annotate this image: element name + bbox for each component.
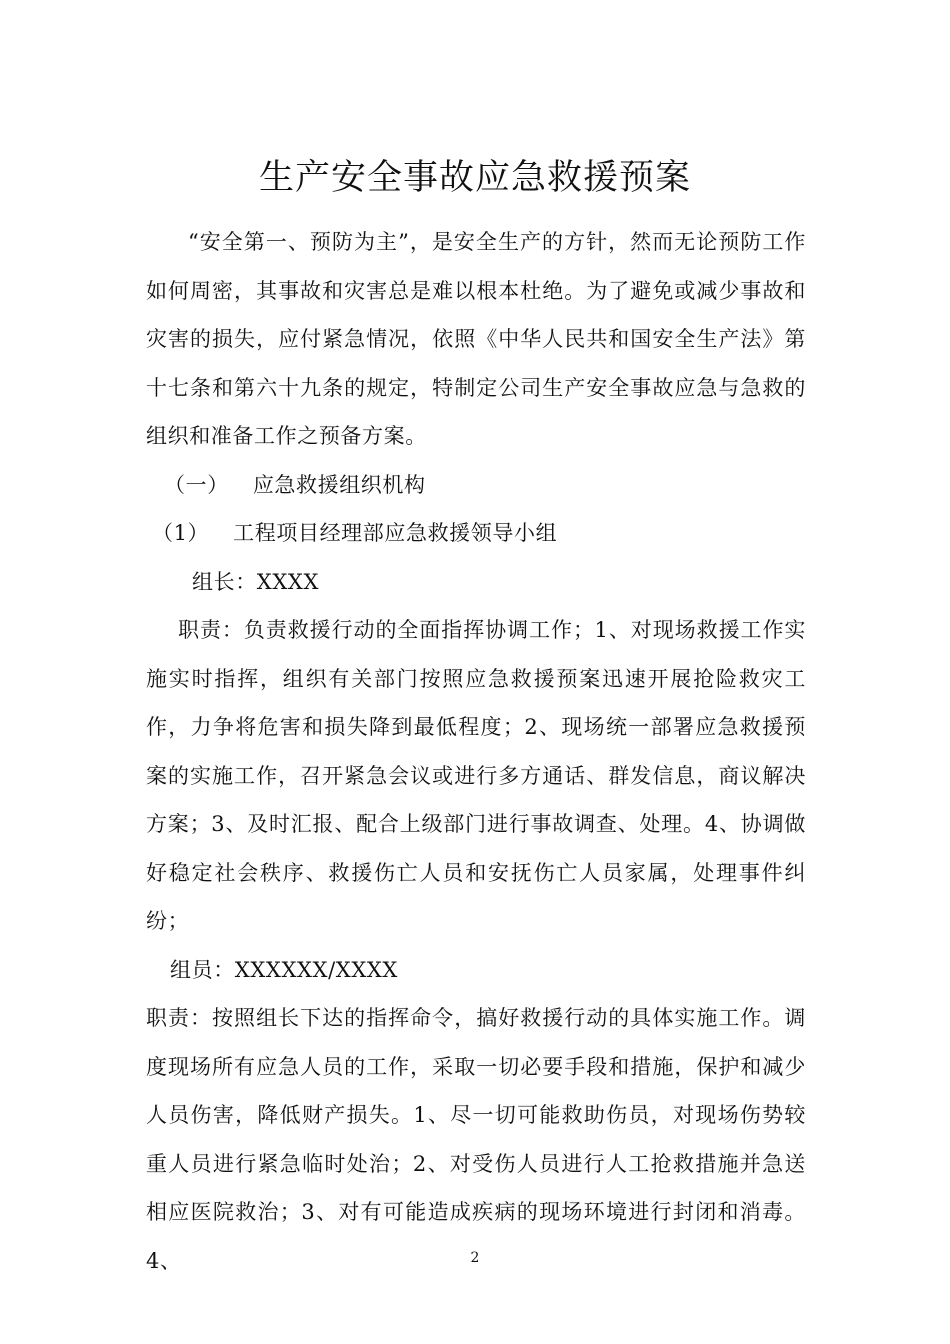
members-duty-paragraph: 职责：按照组长下达的指挥命令，搞好救援行动的具体实施工作。调度现场所有应急人员的工作，采取一切必要手段和措施，保护和减少人员伤害，降低财产损失。1、尽一切可能救助伤员，对现场伤势较重人员进行紧急临时处治；2、对受伤人员进行人工抢救措施并急送相应医院救治；3、对有可能造成疾病的现场环境进行封闭和消毒。4、 — [146, 1006, 806, 1273]
page-number: 2 — [470, 1250, 480, 1266]
section-title: 应急救援组织机构 — [252, 472, 426, 497]
leader-line: 组长：XXXX — [192, 569, 320, 594]
members-line: 组员：XXXXXX/XXXX — [170, 957, 398, 982]
document-body — [146, 218, 806, 1285]
subsection-number: （1） — [152, 521, 210, 545]
subsection-heading — [146, 509, 806, 558]
section-number: （一） — [164, 472, 229, 497]
section-heading — [146, 461, 806, 510]
subsection-title: 工程项目经理部应急救援领导小组 — [233, 521, 558, 545]
leader-duty-paragraph — [146, 606, 806, 946]
leader-duty-text: 职责：负责救援行动的全面指挥协调工作；1、对现场救援工作实施实时指挥，组织有关部门按照应急救援预案迅速开展抢险救灾工作，力争将危害和损失降到最低程度；2、现场统一部署应急救援预案的实施工作，召开紧急会议或进行多方通话、群发信息，商议解决方案；3、及时汇报、配合上级部门进行事故调查、处理。4、协调做好稳定社会秩序、救援伤亡人员和安抚伤亡人员家属，处理事件纠纷； — [146, 618, 806, 933]
intro-paragraph: “安全第一、预防为主”，是安全生产的方针，然而无论预防工作如何周密，其事故和灾害总是难以根本杜绝。为了避免或减少事故和灾害的损失，应付紧急情况，依照《中华人民共和国安全生产法》第十七条和第六十九条的规定，特制定公司生产安全事故应急与急救的组织和准备工作之预备方案。 — [146, 230, 806, 448]
document-title: 生产安全事故应急救援预案 — [258, 158, 691, 198]
